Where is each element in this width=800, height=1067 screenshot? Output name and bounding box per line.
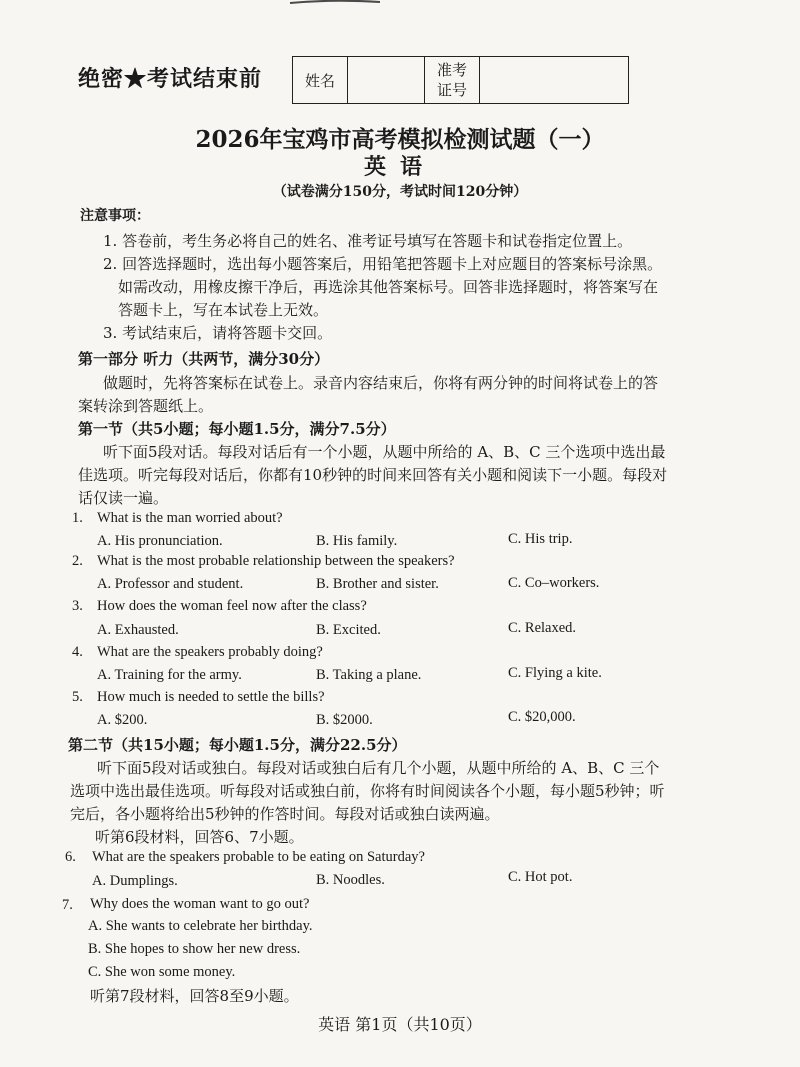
option-c: C. Relaxed. bbox=[508, 620, 577, 636]
candidate-info-box bbox=[292, 56, 629, 104]
option-a: A. Exhausted. bbox=[97, 622, 179, 638]
option-b: B. Excited. bbox=[316, 622, 381, 638]
question-number: 5. bbox=[72, 689, 83, 705]
page-footer: 英语 第1页（共10页） bbox=[318, 1015, 482, 1034]
score-time-note: （试卷满分150分，考试时间120分钟） bbox=[272, 184, 528, 200]
question-number: 4. bbox=[72, 644, 83, 660]
question-text: Why does the woman want to go out? bbox=[90, 896, 310, 912]
notice-line: 3. 考试结束后，请将答题卡交回。 bbox=[103, 324, 333, 342]
notice-line: 答题卡上，写在本试卷上无效。 bbox=[118, 301, 329, 319]
question-number: 2. bbox=[72, 553, 83, 569]
option-c: C. She won some money. bbox=[88, 964, 236, 980]
question-text: What are the speakers probably doing? bbox=[97, 644, 323, 660]
option-c: C. His trip. bbox=[508, 531, 573, 547]
exam-title: 2026年宝鸡市高考模拟检测试题（一） bbox=[195, 126, 605, 153]
question-text: What is the most probable relationship between the speakers? bbox=[97, 553, 455, 569]
exam-number-field[interactable] bbox=[480, 57, 629, 104]
option-a: A. Professor and student. bbox=[97, 576, 244, 592]
section1-intro-line: 话仅读一遍。 bbox=[78, 489, 169, 507]
question-text: What is the man worried about? bbox=[97, 510, 283, 526]
question-number: 3. bbox=[72, 598, 83, 614]
subject-title: 英语 bbox=[363, 154, 436, 180]
option-b: B. Brother and sister. bbox=[316, 576, 439, 592]
option-b: B. His family. bbox=[316, 533, 398, 549]
scan-edge-mark bbox=[290, 0, 380, 6]
part1-intro-line: 做题时，先将答案标在试卷上。录音内容结束后，你将有两分钟的时间将试卷上的答 bbox=[103, 374, 659, 392]
option-c: C. Co–workers. bbox=[508, 575, 600, 591]
option-b: B. Taking a plane. bbox=[316, 667, 422, 683]
confidential-label: 绝密★考试结束前 bbox=[78, 66, 263, 92]
option-a: A. Dumplings. bbox=[92, 873, 178, 889]
name-field[interactable] bbox=[348, 57, 425, 104]
part1-intro-line: 案转涂到答题纸上。 bbox=[78, 397, 214, 415]
option-b: B. $2000. bbox=[316, 712, 373, 728]
question-text: What are the speakers probable to be eating on Saturday? bbox=[92, 849, 425, 865]
question-number: 7. bbox=[62, 897, 73, 913]
section1-heading: 第一节（共5小题；每小题1.5分，满分7.5分） bbox=[78, 420, 396, 438]
notice-line: 1. 答卷前，考生务必将自己的姓名、准考证号填写在答题卡和试卷指定位置上。 bbox=[103, 232, 633, 250]
name-label: 姓名 bbox=[293, 57, 348, 104]
section1-intro-line: 佳选项。听完每段对话后，你都有10秒钟的时间来回答有关小题和阅读下一小题。每段对 bbox=[78, 466, 668, 484]
option-c: C. Hot pot. bbox=[508, 869, 573, 885]
option-b: B. She hopes to show her new dress. bbox=[88, 941, 301, 957]
option-a: A. Training for the army. bbox=[97, 667, 242, 683]
exam-number-label: 准考 证号 bbox=[425, 57, 480, 104]
question-text: How much is needed to settle the bills? bbox=[97, 689, 325, 705]
section2-intro-line: 听下面5段对话或独白。每段对话或独白后有几个小题，从题中所给的 A、B、C 三个 bbox=[97, 759, 660, 777]
question-number: 1. bbox=[72, 510, 83, 526]
section2-heading: 第二节（共15小题；每小题1.5分，满分22.5分） bbox=[68, 736, 407, 754]
option-c: C. $20,000. bbox=[508, 709, 576, 725]
option-a: A. $200. bbox=[97, 712, 148, 728]
notice-line: 如需改动，用橡皮擦干净后，再选涂其他答案标号。回答非选择题时，将答案写在 bbox=[118, 278, 659, 296]
section2-intro-line: 完后，各小题将给出5秒钟的作答时间。每段对话或独白读两遍。 bbox=[70, 805, 500, 823]
option-b: B. Noodles. bbox=[316, 872, 385, 888]
question-number: 6. bbox=[65, 849, 76, 865]
material-instruction: 听第7段材料，回答8至9小题。 bbox=[90, 987, 299, 1005]
option-a: A. His pronunciation. bbox=[97, 533, 223, 549]
option-a: A. She wants to celebrate her birthday. bbox=[88, 918, 313, 934]
option-c: C. Flying a kite. bbox=[508, 665, 602, 681]
section2-intro-line: 选项中选出最佳选项。听每段对话或独白前，你将有时间阅读各个小题，每小题5秒钟；听 bbox=[70, 782, 665, 800]
notice-line: 2. 回答选择题时，选出每小题答案后，用铅笔把答题卡上对应题目的答案标号涂黑。 bbox=[103, 255, 663, 273]
question-text: How does the woman feel now after the class? bbox=[97, 598, 367, 614]
notice-heading: 注意事项： bbox=[80, 208, 150, 224]
part1-heading: 第一部分 听力（共两节，满分30分） bbox=[78, 350, 330, 368]
material-instruction: 听第6段材料，回答6、7小题。 bbox=[95, 828, 304, 846]
section1-intro-line: 听下面5段对话。每段对话后有一个小题，从题中所给的 A、B、C 三个选项中选出最 bbox=[103, 443, 666, 461]
